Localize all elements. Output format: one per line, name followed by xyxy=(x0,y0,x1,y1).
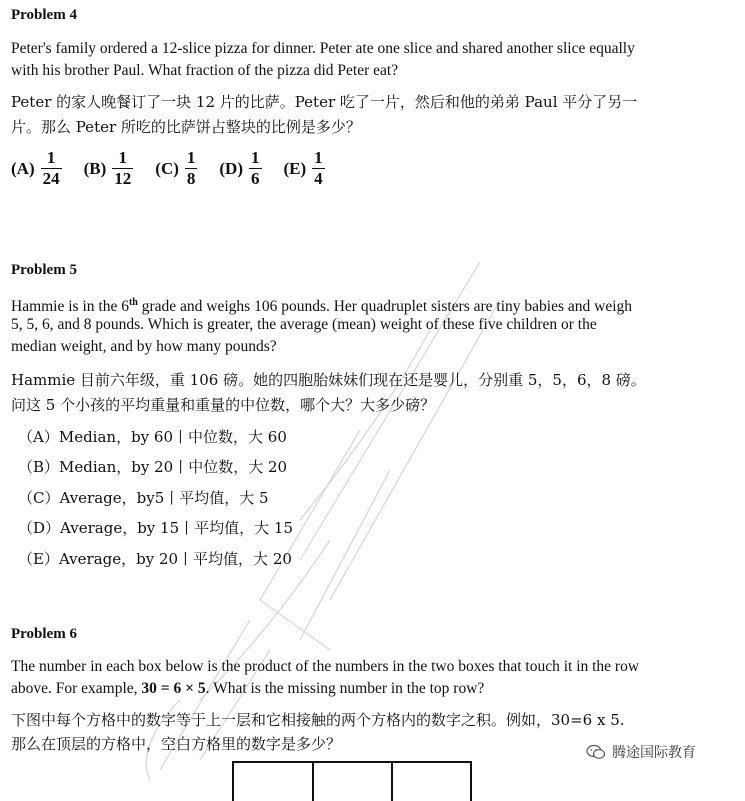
brand-watermark xyxy=(586,742,696,762)
fraction xyxy=(249,148,262,189)
problem-4-text-en-1: Peter's family ordered a 12-slice pizza for dinner. Peter ate one slice and shared another slice equally xyxy=(11,40,635,57)
problem-5-title: Problem 5 xyxy=(11,262,77,278)
fraction xyxy=(112,148,133,189)
choice-label: (A) xyxy=(11,158,35,178)
choice-b[interactable] xyxy=(84,148,134,189)
fraction-numerator: 1 xyxy=(118,148,128,167)
choice-label: (B) xyxy=(83,158,107,178)
fraction-denominator: 8 xyxy=(186,169,196,188)
fraction-numerator: 1 xyxy=(186,148,196,167)
text-segment: grade and weighs 106 pounds. Her quadruplet sisters are tiny babies and weigh xyxy=(137,298,633,316)
fraction-denominator: 6 xyxy=(251,169,260,188)
choice-label: (D) xyxy=(219,158,243,178)
problem-6-text-en-2 xyxy=(11,678,484,700)
problem-5-text-en-2: 5, 5, 6, and 8 pounds. Which is greater, the average (mean) weight of these five children or the xyxy=(11,316,597,333)
choice-d[interactable] xyxy=(219,148,261,189)
problem-5-text-en-3: median weight, and by how many pounds? xyxy=(11,338,277,355)
fraction-denominator: 24 xyxy=(42,169,60,188)
wechat-icon xyxy=(586,744,606,760)
text-segment: . What is the missing number in the top row? xyxy=(205,680,485,697)
fraction xyxy=(185,148,198,189)
superscript: th xyxy=(128,297,138,308)
text-segment: Hammie is in the 6 xyxy=(11,298,129,316)
problem-5-option-b[interactable]: （B）Median，by 20丨中位数，大 20 xyxy=(18,458,288,476)
text-segment: above. For example, xyxy=(11,680,142,697)
choice-e[interactable] xyxy=(284,148,325,189)
problem-4-text-cn-2: 片。那么 Peter 所吃的比萨饼占整块的比例是多少？ xyxy=(11,118,361,136)
problem-5-text-cn-2: 问这 5 个小孩的平均重量和重量的中位数，哪个大？大多少磅？ xyxy=(11,396,436,414)
problem-5-option-a[interactable]: （A）Median，by 60丨中位数，大 60 xyxy=(18,428,287,446)
fraction-numerator: 1 xyxy=(314,148,323,167)
choice-c[interactable] xyxy=(155,148,197,189)
problem-6-text-cn-1: 下图中每个方格中的数字等于上一层和它相接触的两个方格内的数字之积。例如，30=6 x 5. xyxy=(11,711,625,729)
problem-4-title: Problem 4 xyxy=(11,7,77,23)
grid-box-2 xyxy=(312,761,393,801)
problem-5-option-e[interactable]: （E）Average，by 20丨平均值，大 20 xyxy=(18,550,292,568)
fraction xyxy=(312,148,325,189)
problem-5-option-c[interactable]: （C）Average，by5丨平均值，大 5 xyxy=(18,489,269,507)
grid-box-3 xyxy=(391,761,472,801)
problem-6-title: Problem 6 xyxy=(11,626,77,642)
fraction-denominator: 12 xyxy=(114,169,132,188)
problem-4-text-cn-1: Peter 的家人晚餐订了一块 12 片的比萨。Peter 吃了一片，然后和他的弟弟 Paul 平分了另一 xyxy=(11,93,638,111)
fraction-denominator: 4 xyxy=(314,169,323,188)
math-expression: 30 = 6 × 5 xyxy=(141,680,206,697)
problem-6-text-en-1: The number in each box below is the product of the numbers in the two boxes that touch it in the row xyxy=(11,658,640,675)
problem-4-text-en-2: with his brother Paul. What fraction of the pizza did Peter eat? xyxy=(11,62,399,79)
problem-6-text-cn-2: 那么在顶层的方格中，空白方格里的数字是多少？ xyxy=(11,735,342,753)
fraction-numerator: 1 xyxy=(251,148,260,167)
grid-box-1 xyxy=(232,761,314,801)
problem-5-text-cn-1: Hammie 目前六年级，重 106 磅。她的四胞胎妹妹们现在还是婴儿，分别重 5，5，6，8 磅。 xyxy=(11,371,646,389)
brand-name: 腾途国际教育 xyxy=(612,745,696,761)
problem-4-choices xyxy=(11,148,347,189)
choice-label: (E) xyxy=(283,158,307,178)
problem-5-option-d[interactable]: （D）Average，by 15丨平均值，大 15 xyxy=(18,519,293,537)
fraction xyxy=(41,148,62,189)
choice-a[interactable] xyxy=(11,148,62,189)
choice-label: (C) xyxy=(155,158,179,178)
fraction-numerator: 1 xyxy=(46,148,56,167)
